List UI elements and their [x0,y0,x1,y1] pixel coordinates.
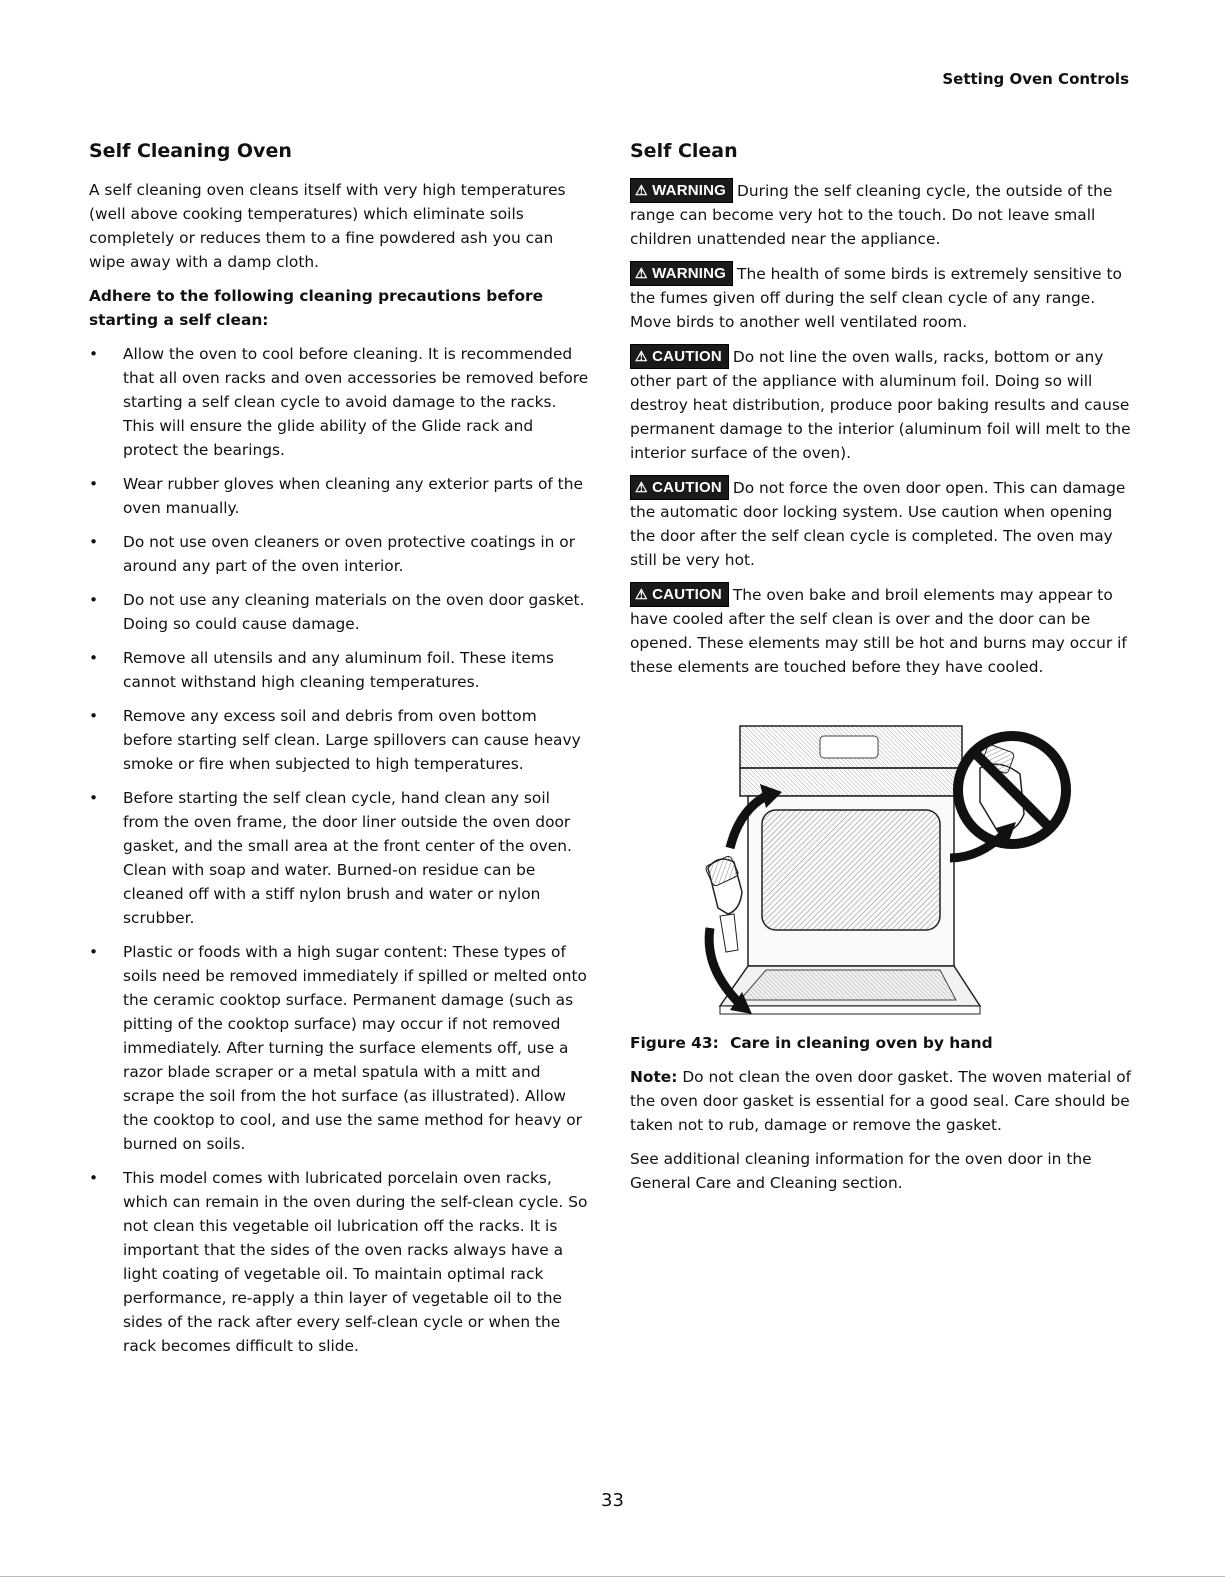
warning-paragraph [630,261,1132,334]
section-header: Setting Oven Controls [942,70,1129,88]
list-item: • Do not use any cleaning materials on the oven door gasket. Doing so could cause damage. [89,588,589,636]
see-additional-paragraph: See additional cleaning information for the oven door in the General Care and Cleaning section. [630,1150,1092,1192]
warning-text: The health of some birds is extremely sensitive to the fumes given off during the self clean cycle of any range. Move birds to another well ventilated room. [630,265,1122,331]
list-item: • This model comes with lubricated porcelain oven racks, which can remain in the oven during the self-clean cycle. So not clean this vegetable oil lubrication off the racks. It is important that the sides of the oven racks always have a light coating of vegetable oil. To maintain optimal rack performance, re-apply a thin layer of vegetable oil to the sides of the rack after every self-clean cycle or when the rack becomes difficult to slide. [89,1166,589,1358]
caution-label: ⚠ CAUTION [630,344,729,369]
list-item: • Remove any excess soil and debris from oven bottom before starting self clean. Large spillovers can cause heavy smoke or fire when subjected to high temperatures. [89,704,589,776]
left-column [89,140,589,1368]
caution-label: ⚠ CAUTION [630,582,729,607]
warning-triangle-icon: ⚠ [635,348,648,364]
warning-label: ⚠ WARNING [630,178,733,203]
list-item: • Plastic or foods with a high sugar content: These types of soils need be removed immediately if spilled or melted onto the ceramic cooktop surface. Permanent damage (such as pitting of the cooktop surface) may occur if not removed immediately. After turning the surface elements off, use a razor blade scraper or a metal spatula with a mitt and scrape the soil from the hot surface (as illustrated). Allow the cooktop to cool, and use the same method for heavy or burned on soils. [89,940,589,1156]
figure-caption-text: Care in cleaning oven by hand [730,1034,993,1052]
oven-cleaning-illustration [690,718,1080,1028]
right-column [630,140,1132,1205]
note-text: Do not clean the oven door gasket. The woven material of the oven door gasket is essential for a good seal. Care should be taken not to rub, damage or remove the gasket. [630,1068,1132,1134]
page-number: 33 [601,1490,624,1511]
caution-label: ⚠ CAUTION [630,475,729,500]
warning-triangle-icon: ⚠ [635,479,648,495]
list-item: • Before starting the self clean cycle, hand clean any soil from the oven frame, the door liner outside the oven door gasket, and the small area at the front center of the oven. Clean with soap and water. Burned-on residue can be cleaned off with a stiff nylon brush and water or nylon scrubber. [89,786,589,930]
bottom-rule [0,1576,1225,1577]
section-title-self-clean: Self Clean [630,140,738,162]
warning-triangle-icon: ⚠ [635,586,648,602]
caution-paragraph [630,475,1132,572]
figure-caption [630,1031,1132,1055]
list-item: • Remove all utensils and any aluminum foil. These items cannot withstand high cleaning temperatures. [89,646,589,694]
caution-text: Do not line the oven walls, racks, bottom or any other part of the appliance with aluminum foil. Doing so will destroy heat distribution, produce poor baking results and cause permanent damage to the interior (aluminum foil will melt to the interior surface of the oven). [630,348,1131,462]
section-title-self-cleaning-oven: Self Cleaning Oven [89,140,292,162]
note-paragraph [630,1065,1132,1137]
precautions-list [89,342,589,1358]
oven-body [740,726,962,966]
warning-triangle-icon: ⚠ [635,182,648,198]
no-cleaning-gasket-icon [950,736,1066,858]
oven-door-open [720,966,980,1014]
list-item: • Wear rubber gloves when cleaning any exterior parts of the oven manually. [89,472,589,520]
list-item: • Do not use oven cleaners or oven protective coatings in or around any part of the oven interior. [89,530,589,578]
list-item: • Allow the oven to cool before cleaning. It is recommended that all oven racks and oven accessories be removed before starting a self clean cycle to avoid damage to the racks. This will ensure the glide ability of the Glide rack and protect the bearings. [89,342,589,462]
caution-paragraph [630,344,1132,465]
warning-label: ⚠ WARNING [630,261,733,286]
warning-paragraph [630,178,1132,251]
warning-text: During the self cleaning cycle, the outside of the range can become very hot to the touch. Do not leave small children unattended near the appliance. [630,182,1113,248]
note-label: Note: [630,1068,678,1086]
warning-triangle-icon: ⚠ [635,265,648,281]
figure-label: Figure 43: [630,1034,719,1052]
caution-text: The oven bake and broil elements may appear to have cooled after the self clean is over and the door can be opened. These elements may still be hot and burns may occur if these elements are touched before they have cooled. [630,586,1127,676]
precautions-heading: Adhere to the following cleaning precautions before starting a self clean: [89,287,544,329]
intro-paragraph: A self cleaning oven cleans itself with very high temperatures (well above cooking temperatures) which eliminate soils completely or reduces them to a fine powdered ash you can wipe away with a damp cloth. [89,181,566,271]
oven-illustration-svg [690,718,1080,1028]
caution-paragraph [630,582,1132,679]
caution-text: Do not force the oven door open. This can damage the automatic door locking system. Use caution when opening the door after the self clean cycle is completed. The oven may still be very hot. [630,479,1126,569]
